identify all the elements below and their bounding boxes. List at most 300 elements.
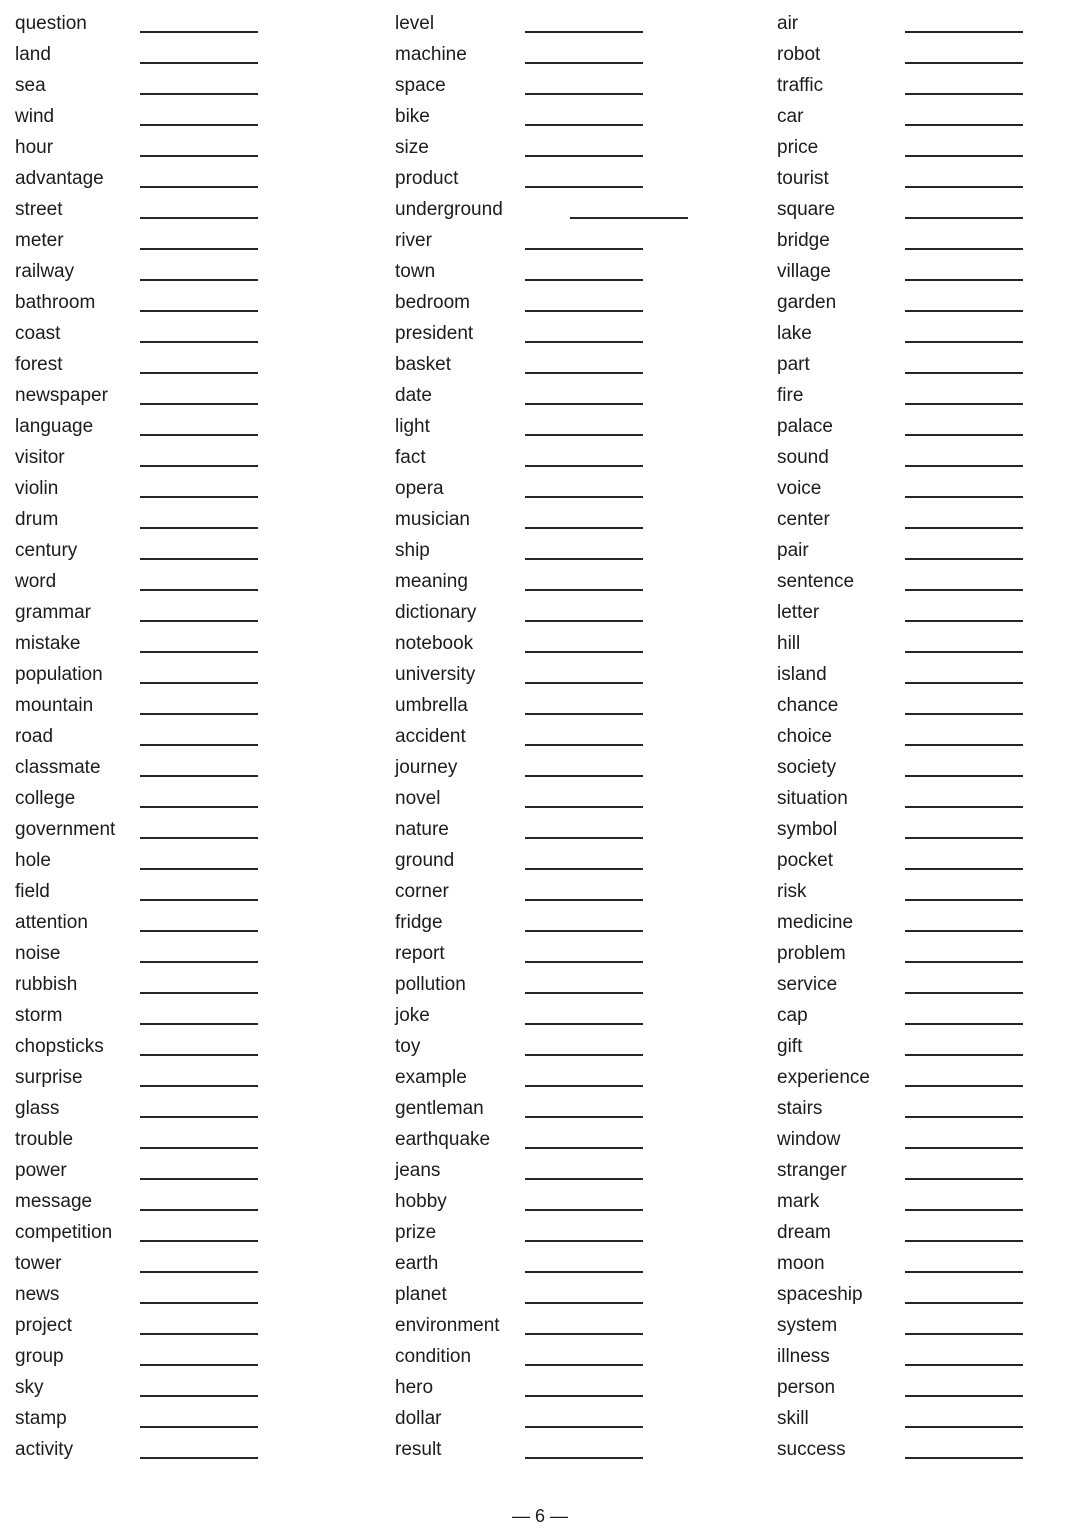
word-row bbox=[777, 845, 1023, 876]
answer-blank bbox=[140, 1042, 258, 1056]
word-label: fire bbox=[777, 385, 804, 406]
answer-blank bbox=[140, 701, 258, 715]
answer-blank bbox=[140, 918, 258, 932]
word-row bbox=[395, 535, 688, 566]
word-row bbox=[395, 721, 688, 752]
word-label: window bbox=[777, 1129, 841, 1150]
answer-blank bbox=[140, 422, 258, 436]
answer-blank bbox=[905, 856, 1023, 870]
answer-blank bbox=[525, 329, 643, 343]
word-row bbox=[777, 597, 1023, 628]
word-label: trouble bbox=[15, 1129, 74, 1150]
word-row bbox=[777, 225, 1023, 256]
word-row bbox=[777, 659, 1023, 690]
word-row bbox=[15, 349, 258, 380]
word-label: classmate bbox=[15, 757, 101, 778]
word-row bbox=[15, 132, 258, 163]
answer-blank bbox=[525, 267, 643, 281]
answer-blank bbox=[525, 391, 643, 405]
answer-blank bbox=[140, 856, 258, 870]
word-row bbox=[395, 566, 688, 597]
word-row bbox=[395, 659, 688, 690]
word-label: visitor bbox=[15, 447, 65, 468]
answer-blank bbox=[905, 1104, 1023, 1118]
word-label: message bbox=[15, 1191, 93, 1212]
word-row bbox=[777, 721, 1023, 752]
word-label: tower bbox=[15, 1253, 62, 1274]
word-label: product bbox=[395, 168, 459, 189]
word-row bbox=[15, 1186, 258, 1217]
answer-blank bbox=[905, 267, 1023, 281]
answer-blank bbox=[140, 794, 258, 808]
word-row bbox=[15, 101, 258, 132]
word-row bbox=[15, 1062, 258, 1093]
answer-blank bbox=[140, 577, 258, 591]
word-label: wind bbox=[15, 106, 55, 127]
word-label: sound bbox=[777, 447, 829, 468]
answer-blank bbox=[525, 1321, 643, 1335]
word-row bbox=[395, 690, 688, 721]
word-label: storm bbox=[15, 1005, 63, 1026]
word-label: ship bbox=[395, 540, 430, 561]
page-number: — 6 — bbox=[511, 1506, 568, 1526]
answer-blank bbox=[140, 81, 258, 95]
word-row bbox=[395, 1372, 688, 1403]
answer-blank bbox=[905, 360, 1023, 374]
word-label: dream bbox=[777, 1222, 831, 1243]
word-label: pair bbox=[777, 540, 809, 561]
word-row bbox=[395, 1155, 688, 1186]
word-label: gentleman bbox=[395, 1098, 484, 1119]
word-row bbox=[777, 1434, 1023, 1465]
answer-blank bbox=[525, 1104, 643, 1118]
word-row bbox=[777, 752, 1023, 783]
word-row bbox=[15, 659, 258, 690]
word-label: meaning bbox=[395, 571, 468, 592]
answer-blank bbox=[905, 825, 1023, 839]
word-label: town bbox=[395, 261, 436, 282]
word-row bbox=[777, 1062, 1023, 1093]
word-label: air bbox=[777, 13, 799, 34]
answer-blank bbox=[905, 1166, 1023, 1180]
word-label: tourist bbox=[777, 168, 829, 189]
word-label: news bbox=[15, 1284, 60, 1305]
word-row bbox=[777, 1124, 1023, 1155]
word-label: project bbox=[15, 1315, 73, 1336]
word-label: power bbox=[15, 1160, 67, 1181]
word-label: president bbox=[395, 323, 474, 344]
word-column-1 bbox=[15, 8, 258, 1465]
word-label: street bbox=[15, 199, 63, 220]
answer-blank bbox=[525, 236, 643, 250]
word-label: group bbox=[15, 1346, 64, 1367]
word-row bbox=[777, 256, 1023, 287]
word-label: journey bbox=[395, 757, 458, 778]
word-label: violin bbox=[15, 478, 59, 499]
word-label: voice bbox=[777, 478, 822, 499]
word-row bbox=[15, 194, 258, 225]
answer-blank bbox=[905, 1414, 1023, 1428]
word-row bbox=[15, 969, 258, 1000]
answer-blank bbox=[140, 1166, 258, 1180]
word-row bbox=[15, 783, 258, 814]
word-label: competition bbox=[15, 1222, 113, 1243]
answer-blank bbox=[525, 887, 643, 901]
answer-blank bbox=[905, 236, 1023, 250]
word-row bbox=[15, 287, 258, 318]
word-label: corner bbox=[395, 881, 449, 902]
word-row bbox=[395, 1341, 688, 1372]
word-row bbox=[15, 690, 258, 721]
answer-blank bbox=[525, 1228, 643, 1242]
word-row bbox=[15, 442, 258, 473]
answer-blank bbox=[905, 732, 1023, 746]
word-row bbox=[15, 1403, 258, 1434]
answer-blank bbox=[525, 856, 643, 870]
answer-blank bbox=[905, 980, 1023, 994]
word-row bbox=[777, 1093, 1023, 1124]
answer-blank bbox=[140, 329, 258, 343]
answer-blank bbox=[525, 1259, 643, 1273]
word-row bbox=[15, 876, 258, 907]
word-row bbox=[15, 1093, 258, 1124]
word-row bbox=[15, 256, 258, 287]
word-label: opera bbox=[395, 478, 444, 499]
word-label: mountain bbox=[15, 695, 94, 716]
word-row bbox=[777, 535, 1023, 566]
word-label: attention bbox=[15, 912, 88, 933]
word-label: machine bbox=[395, 44, 467, 65]
word-label: palace bbox=[777, 416, 833, 437]
answer-blank bbox=[905, 205, 1023, 219]
word-row bbox=[15, 39, 258, 70]
word-label: garden bbox=[777, 292, 837, 313]
answer-blank bbox=[140, 1073, 258, 1087]
word-label: activity bbox=[15, 1439, 74, 1460]
word-row bbox=[15, 70, 258, 101]
answer-blank bbox=[140, 1259, 258, 1273]
word-label: bathroom bbox=[15, 292, 96, 313]
word-row bbox=[15, 1341, 258, 1372]
word-row bbox=[777, 938, 1023, 969]
word-row bbox=[777, 8, 1023, 39]
word-label: toy bbox=[395, 1036, 421, 1057]
word-label: road bbox=[15, 726, 54, 747]
answer-blank bbox=[905, 391, 1023, 405]
answer-blank bbox=[140, 1352, 258, 1366]
answer-blank bbox=[905, 112, 1023, 126]
word-row bbox=[777, 318, 1023, 349]
word-row bbox=[777, 411, 1023, 442]
word-label: stamp bbox=[15, 1408, 67, 1429]
answer-blank bbox=[525, 298, 643, 312]
word-label: ground bbox=[395, 850, 455, 871]
word-row bbox=[395, 814, 688, 845]
word-row bbox=[15, 473, 258, 504]
word-row bbox=[395, 938, 688, 969]
answer-blank bbox=[140, 112, 258, 126]
word-label: success bbox=[777, 1439, 846, 1460]
word-row bbox=[777, 907, 1023, 938]
word-row bbox=[15, 628, 258, 659]
word-row bbox=[395, 845, 688, 876]
answer-blank bbox=[905, 546, 1023, 560]
word-row bbox=[777, 1372, 1023, 1403]
word-row bbox=[395, 287, 688, 318]
word-label: fridge bbox=[395, 912, 443, 933]
word-row bbox=[15, 597, 258, 628]
word-label: grammar bbox=[15, 602, 92, 623]
word-label: accident bbox=[395, 726, 466, 747]
word-row bbox=[15, 1310, 258, 1341]
word-row bbox=[15, 845, 258, 876]
answer-blank bbox=[905, 422, 1023, 436]
answer-blank bbox=[525, 50, 643, 64]
word-label: nature bbox=[395, 819, 449, 840]
word-row bbox=[395, 101, 688, 132]
word-row bbox=[15, 1217, 258, 1248]
word-label: dollar bbox=[395, 1408, 442, 1429]
answer-blank bbox=[525, 639, 643, 653]
answer-blank bbox=[525, 608, 643, 622]
word-label: choice bbox=[777, 726, 832, 747]
word-row bbox=[777, 783, 1023, 814]
answer-blank bbox=[140, 949, 258, 963]
answer-blank bbox=[905, 670, 1023, 684]
answer-blank bbox=[525, 360, 643, 374]
word-label: hero bbox=[395, 1377, 434, 1398]
word-label: report bbox=[395, 943, 445, 964]
answer-blank bbox=[905, 1135, 1023, 1149]
word-label: cap bbox=[777, 1005, 808, 1026]
answer-blank bbox=[140, 980, 258, 994]
answer-blank bbox=[140, 50, 258, 64]
word-label: sentence bbox=[777, 571, 855, 592]
answer-blank bbox=[525, 174, 643, 188]
answer-blank bbox=[140, 143, 258, 157]
answer-blank bbox=[905, 329, 1023, 343]
word-label: island bbox=[777, 664, 827, 685]
answer-blank bbox=[140, 391, 258, 405]
word-label: earth bbox=[395, 1253, 439, 1274]
word-label: example bbox=[395, 1067, 467, 1088]
word-row bbox=[777, 1403, 1023, 1434]
answer-blank bbox=[140, 608, 258, 622]
word-row bbox=[395, 411, 688, 442]
answer-blank bbox=[525, 949, 643, 963]
word-row bbox=[15, 535, 258, 566]
answer-blank bbox=[525, 577, 643, 591]
word-label: experience bbox=[777, 1067, 870, 1088]
answer-blank bbox=[905, 143, 1023, 157]
answer-blank bbox=[905, 1228, 1023, 1242]
answer-blank bbox=[140, 484, 258, 498]
word-label: car bbox=[777, 106, 804, 127]
word-label: surprise bbox=[15, 1067, 83, 1088]
word-row bbox=[395, 1434, 688, 1465]
answer-blank bbox=[140, 205, 258, 219]
word-label: rubbish bbox=[15, 974, 78, 995]
answer-blank bbox=[140, 732, 258, 746]
word-row bbox=[15, 721, 258, 752]
word-label: century bbox=[15, 540, 78, 561]
word-label: university bbox=[395, 664, 476, 685]
answer-blank bbox=[525, 1383, 643, 1397]
word-row bbox=[15, 1155, 258, 1186]
word-row bbox=[395, 783, 688, 814]
word-row bbox=[395, 597, 688, 628]
answer-blank bbox=[905, 1290, 1023, 1304]
word-label: stranger bbox=[777, 1160, 847, 1181]
word-label: robot bbox=[777, 44, 821, 65]
word-label: illness bbox=[777, 1346, 830, 1367]
word-label: jeans bbox=[395, 1160, 441, 1181]
answer-blank bbox=[525, 1042, 643, 1056]
word-label: umbrella bbox=[395, 695, 468, 716]
answer-blank bbox=[140, 360, 258, 374]
answer-blank bbox=[905, 763, 1023, 777]
word-row bbox=[777, 690, 1023, 721]
word-label: size bbox=[395, 137, 429, 158]
word-label: river bbox=[395, 230, 432, 251]
word-row bbox=[15, 380, 258, 411]
word-label: hole bbox=[15, 850, 51, 871]
answer-blank bbox=[140, 1321, 258, 1335]
answer-blank bbox=[140, 670, 258, 684]
answer-blank bbox=[525, 1073, 643, 1087]
answer-blank bbox=[905, 794, 1023, 808]
word-label: underground bbox=[395, 199, 503, 220]
word-row bbox=[395, 39, 688, 70]
answer-blank bbox=[905, 174, 1023, 188]
word-row bbox=[395, 1031, 688, 1062]
word-row bbox=[777, 969, 1023, 1000]
answer-blank bbox=[140, 1228, 258, 1242]
answer-blank bbox=[905, 484, 1023, 498]
word-row bbox=[777, 39, 1023, 70]
answer-blank bbox=[525, 701, 643, 715]
word-label: condition bbox=[395, 1346, 472, 1367]
word-row bbox=[777, 1279, 1023, 1310]
word-label: symbol bbox=[777, 819, 838, 840]
answer-blank bbox=[905, 639, 1023, 653]
answer-blank bbox=[140, 763, 258, 777]
word-label: society bbox=[777, 757, 837, 778]
word-row bbox=[15, 504, 258, 535]
word-row bbox=[395, 473, 688, 504]
answer-blank bbox=[905, 515, 1023, 529]
word-label: date bbox=[395, 385, 432, 406]
word-label: village bbox=[777, 261, 831, 282]
word-row bbox=[777, 1217, 1023, 1248]
answer-blank bbox=[525, 670, 643, 684]
answer-blank bbox=[140, 1290, 258, 1304]
word-label: chance bbox=[777, 695, 839, 716]
word-row bbox=[777, 504, 1023, 535]
answer-blank bbox=[140, 1135, 258, 1149]
answer-blank bbox=[140, 515, 258, 529]
word-row bbox=[395, 1124, 688, 1155]
word-row bbox=[777, 132, 1023, 163]
word-row bbox=[15, 1124, 258, 1155]
word-row bbox=[777, 163, 1023, 194]
answer-blank bbox=[905, 1445, 1023, 1459]
answer-blank bbox=[525, 794, 643, 808]
answer-blank bbox=[905, 1321, 1023, 1335]
word-label: stairs bbox=[777, 1098, 823, 1119]
word-label: basket bbox=[395, 354, 451, 375]
word-row bbox=[15, 163, 258, 194]
word-label: mistake bbox=[15, 633, 81, 654]
answer-blank bbox=[905, 1197, 1023, 1211]
word-label: system bbox=[777, 1315, 838, 1336]
word-row bbox=[777, 380, 1023, 411]
answer-blank bbox=[525, 918, 643, 932]
word-label: glass bbox=[15, 1098, 60, 1119]
word-row bbox=[777, 1155, 1023, 1186]
word-row bbox=[777, 1000, 1023, 1031]
word-column-3 bbox=[777, 8, 1023, 1465]
answer-blank bbox=[140, 1445, 258, 1459]
word-label: traffic bbox=[777, 75, 824, 96]
answer-blank bbox=[905, 949, 1023, 963]
word-row bbox=[777, 1186, 1023, 1217]
word-row bbox=[395, 1093, 688, 1124]
word-row bbox=[395, 8, 688, 39]
word-row bbox=[777, 442, 1023, 473]
answer-blank bbox=[525, 732, 643, 746]
word-row bbox=[395, 628, 688, 659]
word-row bbox=[395, 1279, 688, 1310]
answer-blank bbox=[525, 1197, 643, 1211]
answer-blank bbox=[570, 205, 688, 219]
answer-blank bbox=[140, 1104, 258, 1118]
word-row bbox=[15, 1372, 258, 1403]
answer-blank bbox=[525, 484, 643, 498]
word-label: sky bbox=[15, 1377, 44, 1398]
word-label: person bbox=[777, 1377, 836, 1398]
word-row bbox=[777, 814, 1023, 845]
answer-blank bbox=[905, 81, 1023, 95]
answer-blank bbox=[905, 887, 1023, 901]
word-label: earthquake bbox=[395, 1129, 491, 1150]
answer-blank bbox=[905, 701, 1023, 715]
word-label: space bbox=[395, 75, 446, 96]
answer-blank bbox=[905, 1383, 1023, 1397]
answer-blank bbox=[140, 1383, 258, 1397]
word-row bbox=[777, 1248, 1023, 1279]
word-label: planet bbox=[395, 1284, 447, 1305]
word-label: prize bbox=[395, 1222, 437, 1243]
answer-blank bbox=[525, 112, 643, 126]
word-row bbox=[395, 1310, 688, 1341]
word-label: bedroom bbox=[395, 292, 470, 313]
word-row bbox=[777, 566, 1023, 597]
answer-blank bbox=[525, 980, 643, 994]
word-label: newspaper bbox=[15, 385, 108, 406]
answer-blank bbox=[525, 546, 643, 560]
answer-blank bbox=[525, 763, 643, 777]
word-label: skill bbox=[777, 1408, 809, 1429]
word-label: service bbox=[777, 974, 838, 995]
answer-blank bbox=[140, 236, 258, 250]
word-row bbox=[15, 1434, 258, 1465]
word-row bbox=[395, 969, 688, 1000]
word-label: word bbox=[15, 571, 57, 592]
word-label: pollution bbox=[395, 974, 466, 995]
word-row bbox=[15, 907, 258, 938]
word-label: language bbox=[15, 416, 94, 437]
